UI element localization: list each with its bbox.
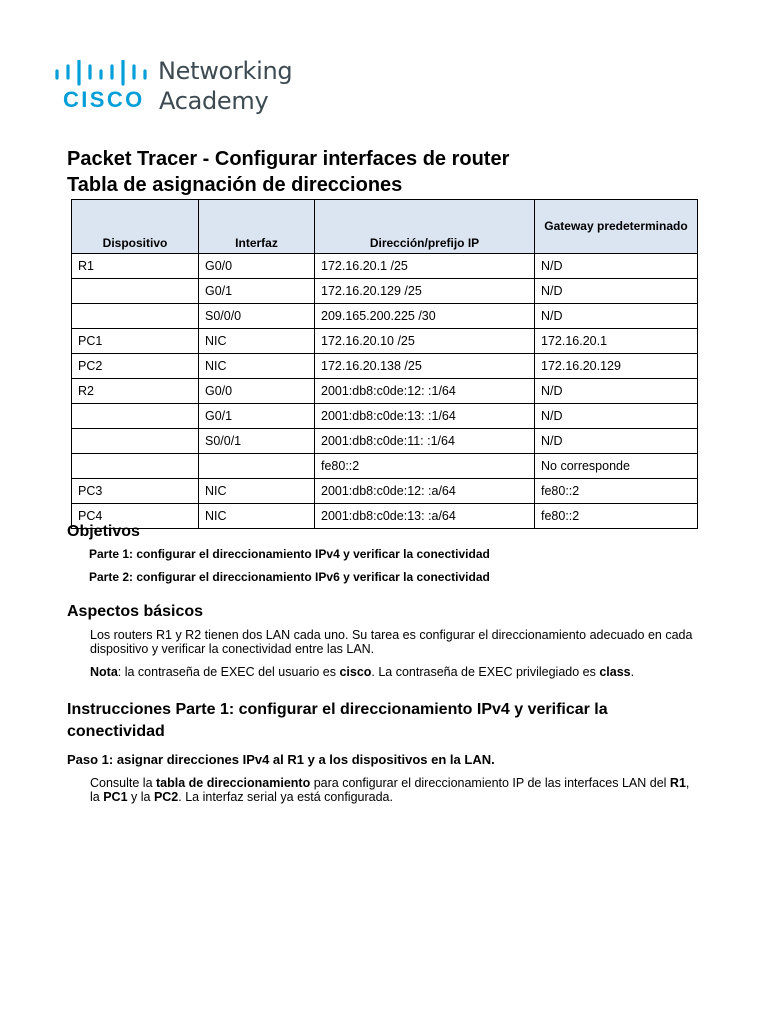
table-header-row (72, 200, 698, 254)
header-ip-prefix: Dirección/prefijo IP (315, 200, 535, 254)
step-1-text-3: , la (90, 776, 690, 804)
cell-ip-prefix: 2001:db8:c0de:13: :1/64 (315, 404, 535, 429)
step-1-bold-r1: R1 (669, 776, 686, 790)
cell-interface: S0/0/1 (199, 429, 315, 454)
step-1-text-5: . La interfaz serial ya está configurada. (178, 790, 393, 804)
cell-ip-prefix: 2001:db8:c0de:13: :a/64 (315, 504, 535, 529)
cell-ip-prefix: 172.16.20.10 /25 (315, 329, 535, 354)
cisco-networking-academy-logo (52, 58, 312, 118)
step-1-text-4: y la (127, 790, 154, 804)
note-text-3: . (630, 665, 635, 679)
table-row (72, 454, 698, 479)
cell-ip-prefix: 2001:db8:c0de:12: :a/64 (315, 479, 535, 504)
cell-gateway: fe80::2 (535, 479, 698, 504)
cell-interface: NIC (199, 354, 315, 379)
cell-ip-prefix: 172.16.20.1 /25 (315, 254, 535, 279)
cell-interface: S0/0/0 (199, 304, 315, 329)
table-row (72, 429, 698, 454)
step-1-bold-pc2: PC2 (153, 790, 179, 804)
table-row (72, 379, 698, 404)
table-row (72, 254, 698, 279)
cell-ip-prefix: 172.16.20.129 /25 (315, 279, 535, 304)
cell-interface (199, 454, 315, 479)
table-row (72, 479, 698, 504)
cell-device (72, 404, 199, 429)
step-1-text-1: Consulte la (90, 776, 157, 790)
logo-academy-text: Academy (159, 87, 269, 115)
cell-gateway: N/D (535, 279, 698, 304)
cell-gateway: fe80::2 (535, 504, 698, 529)
objective-part-2: Parte 2: configurar el direccionamiento IPv6 y verificar la conectividad (89, 570, 490, 584)
note-privileged-password: class (599, 665, 631, 679)
note-text-2: . La contraseña de EXEC privilegiado es (371, 665, 600, 679)
cell-interface: G0/0 (199, 254, 315, 279)
cell-device: R1 (72, 254, 199, 279)
background-heading: Aspectos básicos (67, 603, 204, 620)
logo-networking-text: Networking (158, 57, 293, 85)
header-interface: Interfaz (199, 200, 315, 254)
table-row (72, 329, 698, 354)
table-body (72, 254, 698, 529)
table-row (72, 404, 698, 429)
cell-ip-prefix: fe80::2 (315, 454, 535, 479)
step-1-heading: Paso 1: asignar direcciones IPv4 al R1 y a los dispositivos en la LAN. (67, 752, 495, 767)
cell-interface: G0/0 (199, 379, 315, 404)
cell-device: PC3 (72, 479, 199, 504)
note-text-1: : la contraseña de EXEC del usuario es (117, 665, 340, 679)
cell-interface: NIC (199, 329, 315, 354)
cisco-wordmark: CISCO (63, 87, 145, 112)
cell-device: PC1 (72, 329, 199, 354)
objective-part-1: Parte 1: configurar el direccionamiento IPv4 y verificar la conectividad (89, 547, 490, 561)
cell-interface: NIC (199, 479, 315, 504)
cell-interface: G0/1 (199, 404, 315, 429)
header-default-gateway: Gateway predeterminado (535, 200, 698, 254)
cell-ip-prefix: 2001:db8:c0de:12: :1/64 (315, 379, 535, 404)
cell-gateway: N/D (535, 304, 698, 329)
header-device: Dispositivo (72, 200, 199, 254)
table-row (72, 279, 698, 304)
cell-gateway: N/D (535, 429, 698, 454)
cell-ip-prefix: 2001:db8:c0de:11: :1/64 (315, 429, 535, 454)
cell-gateway: N/D (535, 254, 698, 279)
cell-interface: G0/1 (199, 279, 315, 304)
cell-interface: NIC (199, 504, 315, 529)
cell-device (72, 454, 199, 479)
step-1-paragraph (90, 776, 700, 804)
page-title: Packet Tracer - Configurar interfaces de router (67, 148, 510, 170)
objectives-heading: Objetivos (67, 523, 140, 540)
cell-gateway: N/D (535, 404, 698, 429)
cell-gateway: 172.16.20.129 (535, 354, 698, 379)
step-1-bold-pc1: PC1 (103, 790, 128, 804)
step-1-text-2: para configurar el direccionamiento IP de las interfaces LAN del (310, 776, 670, 790)
table-row (72, 354, 698, 379)
cell-device: PC4 (72, 504, 199, 529)
addressing-table (71, 199, 698, 529)
cell-device (72, 429, 199, 454)
instructions-heading: Instrucciones Parte 1: configurar el direccionamiento IPv4 y verificar la conectividad (67, 701, 608, 740)
cell-gateway: N/D (535, 379, 698, 404)
cell-device (72, 304, 199, 329)
table-row (72, 304, 698, 329)
note-label: Nota (90, 665, 118, 679)
step-1-bold-addressing-table: tabla de direccionamiento (156, 776, 311, 790)
cell-device: R2 (72, 379, 199, 404)
cell-gateway: 172.16.20.1 (535, 329, 698, 354)
background-paragraph: Los routers R1 y R2 tienen dos LAN cada uno. Su tarea es configurar el direccionamiento adecuado en cada dispositivo y verificar la conectividad entre las LAN. (90, 628, 693, 656)
note-paragraph (90, 665, 710, 679)
table-row (72, 504, 698, 529)
cell-device: PC2 (72, 354, 199, 379)
cell-device (72, 279, 199, 304)
note-user-password: cisco (339, 665, 372, 679)
cell-gateway: No corresponde (535, 454, 698, 479)
addressing-table-title: Tabla de asignación de direcciones (67, 174, 403, 196)
cell-ip-prefix: 172.16.20.138 /25 (315, 354, 535, 379)
cisco-bars-icon (54, 60, 148, 86)
cell-ip-prefix: 209.165.200.225 /30 (315, 304, 535, 329)
